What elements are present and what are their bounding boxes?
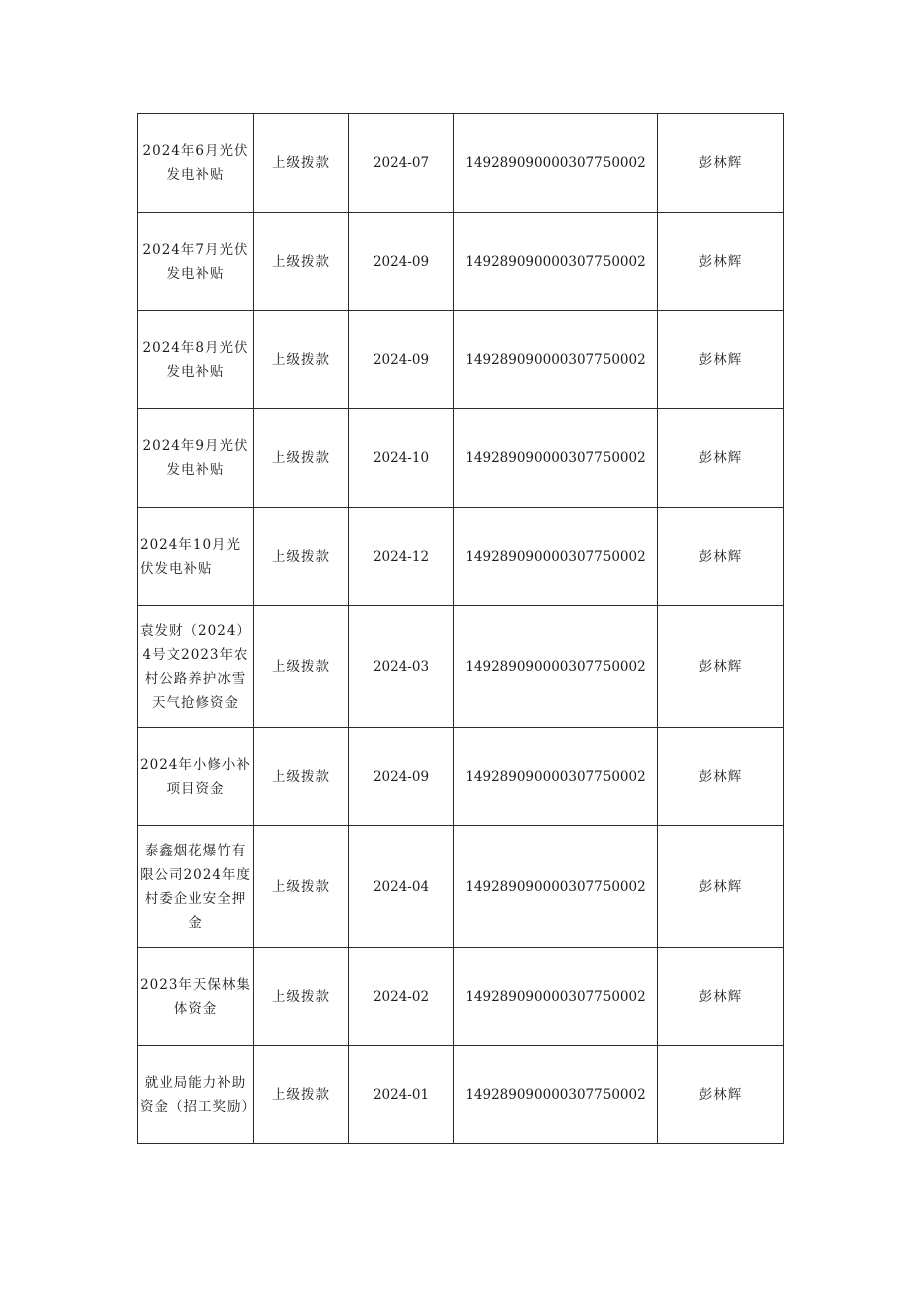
table-row bbox=[138, 948, 784, 1046]
fund-date-cell: 2024-09 bbox=[349, 311, 454, 409]
account-number-cell: 149289090000307750002 bbox=[454, 948, 658, 1046]
table-row bbox=[138, 213, 784, 311]
person-cell: 彭林辉 bbox=[658, 948, 784, 1046]
fund-type-cell: 上级拨款 bbox=[254, 114, 349, 213]
fund-type-cell: 上级拨款 bbox=[254, 826, 349, 948]
fund-type-cell: 上级拨款 bbox=[254, 948, 349, 1046]
person-cell: 彭林辉 bbox=[658, 213, 784, 311]
account-number-cell: 149289090000307750002 bbox=[454, 114, 658, 213]
fund-type-cell: 上级拨款 bbox=[254, 311, 349, 409]
fund-name-cell: 2024年9月光伏发电补贴 bbox=[138, 409, 254, 508]
fund-date-cell: 2024-03 bbox=[349, 606, 454, 728]
person-cell: 彭林辉 bbox=[658, 606, 784, 728]
person-cell: 彭林辉 bbox=[658, 728, 784, 826]
fund-type-cell: 上级拨款 bbox=[254, 1046, 349, 1144]
table-row bbox=[138, 728, 784, 826]
fund-date-cell: 2024-12 bbox=[349, 508, 454, 606]
fund-name-cell: 就业局能力补助资金（招工奖励） bbox=[138, 1046, 254, 1144]
fund-name-cell: 2024年7月光伏发电补贴 bbox=[138, 213, 254, 311]
account-number-cell: 149289090000307750002 bbox=[454, 1046, 658, 1144]
funds-table bbox=[137, 113, 784, 1144]
account-number-cell: 149289090000307750002 bbox=[454, 826, 658, 948]
fund-type-cell: 上级拨款 bbox=[254, 508, 349, 606]
table-row bbox=[138, 114, 784, 213]
table-row bbox=[138, 606, 784, 728]
person-cell: 彭林辉 bbox=[658, 311, 784, 409]
account-number-cell: 149289090000307750002 bbox=[454, 606, 658, 728]
account-number-cell: 149289090000307750002 bbox=[454, 311, 658, 409]
person-cell: 彭林辉 bbox=[658, 508, 784, 606]
person-cell: 彭林辉 bbox=[658, 114, 784, 213]
fund-date-cell: 2024-01 bbox=[349, 1046, 454, 1144]
account-number-cell: 149289090000307750002 bbox=[454, 409, 658, 508]
fund-date-cell: 2024-02 bbox=[349, 948, 454, 1046]
fund-type-cell: 上级拨款 bbox=[254, 606, 349, 728]
fund-date-cell: 2024-04 bbox=[349, 826, 454, 948]
fund-date-cell: 2024-10 bbox=[349, 409, 454, 508]
fund-type-cell: 上级拨款 bbox=[254, 213, 349, 311]
person-cell: 彭林辉 bbox=[658, 1046, 784, 1144]
fund-name-cell: 2024年6月光伏发电补贴 bbox=[138, 114, 254, 213]
fund-name-cell: 2023年天保林集体资金 bbox=[138, 948, 254, 1046]
person-cell: 彭林辉 bbox=[658, 826, 784, 948]
fund-name-cell: 2024年10月光伏发电补贴 bbox=[138, 508, 254, 606]
fund-type-cell: 上级拨款 bbox=[254, 409, 349, 508]
fund-type-cell: 上级拨款 bbox=[254, 728, 349, 826]
fund-name-cell: 泰鑫烟花爆竹有限公司2024年度村委企业安全押金 bbox=[138, 826, 254, 948]
fund-date-cell: 2024-09 bbox=[349, 213, 454, 311]
table-row bbox=[138, 826, 784, 948]
fund-name-cell: 袁发财（2024）4号文2023年农村公路养护冰雪天气抢修资金 bbox=[138, 606, 254, 728]
account-number-cell: 149289090000307750002 bbox=[454, 728, 658, 826]
fund-date-cell: 2024-09 bbox=[349, 728, 454, 826]
fund-name-cell: 2024年小修小补项目资金 bbox=[138, 728, 254, 826]
person-cell: 彭林辉 bbox=[658, 409, 784, 508]
account-number-cell: 149289090000307750002 bbox=[454, 508, 658, 606]
table-row bbox=[138, 508, 784, 606]
account-number-cell: 149289090000307750002 bbox=[454, 213, 658, 311]
table-row bbox=[138, 311, 784, 409]
fund-date-cell: 2024-07 bbox=[349, 114, 454, 213]
table-row bbox=[138, 409, 784, 508]
fund-name-cell: 2024年8月光伏发电补贴 bbox=[138, 311, 254, 409]
table-row bbox=[138, 1046, 784, 1144]
